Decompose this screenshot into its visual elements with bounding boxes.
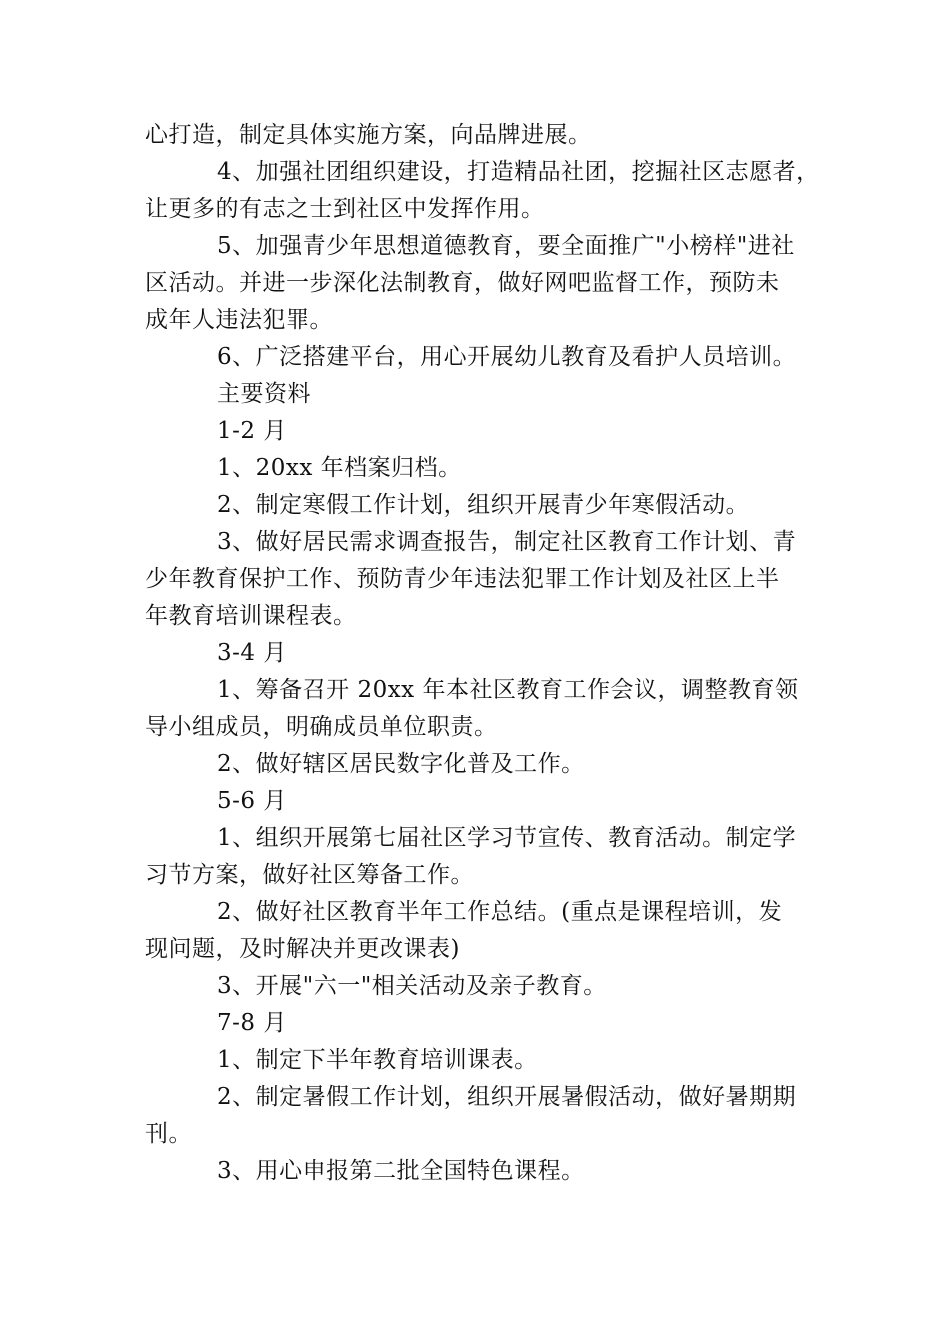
text-line: 5、加强青少年思想道德教育，要全面推广"小榜样"进社 [217, 233, 795, 259]
section-heading: 主要资料 [217, 381, 311, 407]
text-line: 让更多的有志之士到社区中发挥作用。 [145, 196, 545, 222]
text-line: 成年人违法犯罪。 [145, 307, 333, 333]
text-line: 导小组成员，明确成员单位职责。 [145, 714, 498, 740]
month-heading: 5-6 月 [217, 788, 287, 814]
month-heading: 3-4 月 [217, 640, 287, 666]
text-line: 1、组织开展第七届社区学习节宣传、教育活动。制定学 [217, 825, 797, 851]
text-line: 3、做好居民需求调查报告，制定社区教育工作计划、青 [217, 529, 797, 555]
text-line: 1、20xx 年档案归档。 [217, 455, 462, 481]
text-line: 6、广泛搭建平台，用心开展幼儿教育及看护人员培训。 [217, 344, 797, 370]
text-line: 1、筹备召开 20xx 年本社区教育工作会议，调整教育领 [217, 677, 799, 703]
text-line: 区活动。并进一步深化法制教育，做好网吧监督工作，预防未 [145, 270, 780, 296]
text-line: 现问题，及时解决并更改课表) [145, 936, 460, 962]
month-heading: 7-8 月 [217, 1010, 287, 1036]
text-line: 2、做好辖区居民数字化普及工作。 [217, 751, 585, 777]
text-line: 少年教育保护工作、预防青少年违法犯罪工作计划及社区上半 [145, 566, 780, 592]
text-line: 2、做好社区教育半年工作总结。(重点是课程培训，发 [217, 899, 783, 925]
document-body [145, 117, 820, 1190]
text-line: 习节方案，做好社区筹备工作。 [145, 862, 474, 888]
text-line: 4、加强社团组织建设，打造精品社团，挖掘社区志愿者， [217, 159, 820, 185]
text-line: 心打造，制定具体实施方案，向品牌进展。 [145, 122, 592, 148]
text-line: 2、制定暑假工作计划，组织开展暑假活动，做好暑期期 [217, 1084, 797, 1110]
text-line: 1、制定下半年教育培训课表。 [217, 1047, 538, 1073]
text-line: 刊。 [145, 1121, 192, 1147]
text-line: 3、用心申报第二批全国特色课程。 [217, 1158, 585, 1184]
text-line: 3、开展"六一"相关活动及亲子教育。 [217, 973, 607, 999]
month-heading: 1-2 月 [217, 418, 287, 444]
text-line: 年教育培训课程表。 [145, 603, 357, 629]
text-line: 2、制定寒假工作计划，组织开展青少年寒假活动。 [217, 492, 750, 518]
